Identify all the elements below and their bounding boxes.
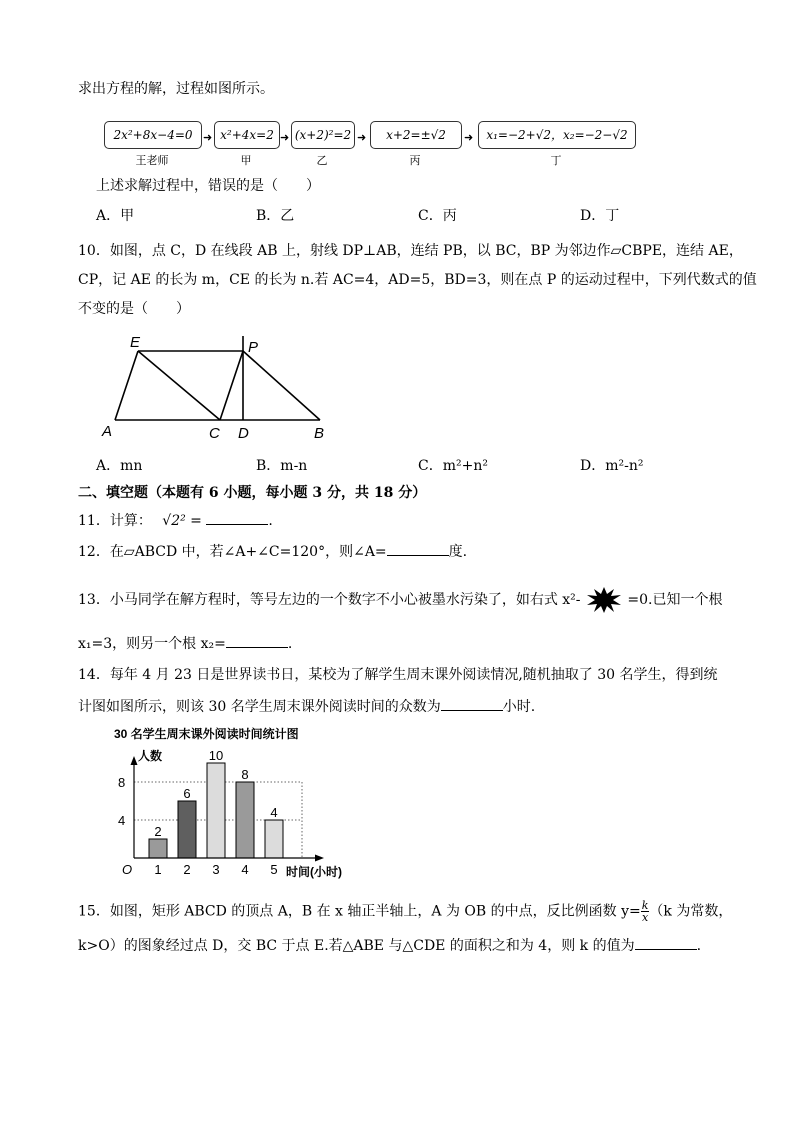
chart-ylabel: 人数 — [138, 749, 163, 763]
step-box-4: x₁=−2+√2，x₂=−2−√2 — [478, 121, 636, 149]
q10-option-b[interactable]: B．m-n — [256, 458, 308, 474]
data-label-4: 8 — [241, 767, 249, 782]
bar-3 — [207, 763, 225, 858]
q12-end: 度. — [448, 544, 468, 560]
q14-line-2 — [78, 696, 535, 716]
section-2-title: 二、填空题（本题有 6 小题，每小题 3 分，共 18 分） — [78, 485, 427, 501]
solution-flow-diagram — [104, 117, 644, 173]
data-label-1: 2 — [154, 824, 162, 839]
step-label-0: 王老师 — [135, 154, 169, 167]
q9-option-c[interactable]: C．丙 — [418, 208, 457, 224]
arrow-icon: ➜ — [280, 131, 290, 144]
q10-option-d[interactable]: D．m²-n² — [580, 458, 644, 474]
bar-1 — [149, 839, 167, 858]
arrow-icon: ➜ — [464, 131, 474, 144]
data-label-2: 6 — [183, 786, 191, 801]
label-a: A — [102, 423, 113, 440]
q11-answer-blank[interactable] — [206, 510, 268, 525]
q15-text-a: 15．如图，矩形 ABCD 的顶点 A，B 在 x 轴正半轴上，A 为 OB 的中点，反比例函数 y= — [78, 903, 641, 920]
step-label-2: 乙 — [316, 154, 328, 167]
q11-text: 11．计算： — [78, 513, 152, 529]
step-box-0: 2x²+8x−4=0 — [104, 121, 202, 149]
x-tick-label: 1 — [154, 862, 162, 877]
q13-text-b: =0.已知一个根 — [627, 592, 723, 608]
q14-text: 计图如图所示，则该 30 名学生周末课外阅读时间的众数为 — [78, 699, 441, 715]
intro-text: 求出方程的解，过程如图所示。 — [78, 81, 274, 97]
q13-line-2 — [78, 633, 292, 653]
q9-option-a[interactable]: A．甲 — [96, 208, 135, 224]
q15-line-2 — [78, 935, 701, 955]
q13-line-1 — [78, 587, 723, 613]
data-label-3: 10 — [208, 748, 224, 763]
label-c: C — [209, 425, 220, 442]
chart-xlabel: 时间(小时) — [286, 865, 342, 879]
x-tick-label: 4 — [241, 862, 249, 877]
segment-cp — [220, 351, 243, 420]
q13-end: . — [287, 636, 293, 652]
arrow-icon: ➜ — [357, 131, 367, 144]
chart-origin: O — [122, 862, 133, 877]
label-p: P — [248, 339, 259, 356]
geometry-figure — [90, 330, 340, 445]
bar-5 — [265, 820, 283, 858]
label-b: B — [314, 425, 325, 442]
q10-option-c[interactable]: C．m²+n² — [418, 458, 488, 474]
q11-end: . — [268, 513, 273, 529]
step-box-2: (x+2)²=2 — [291, 121, 355, 149]
bar-4 — [236, 782, 254, 858]
y-tick-label: 4 — [118, 813, 126, 828]
q13-text-c: x₁=3，则另一个根 x₂= — [78, 636, 226, 652]
q11-line — [78, 510, 273, 530]
x-tick-label: 2 — [183, 862, 191, 877]
q15-text-b: （k 为常数， — [649, 903, 733, 920]
chart-title: 30 名学生周末课外阅读时间统计图 — [114, 727, 299, 741]
q13-text-a: 13．小马同学在解方程时，等号左边的一个数字不小心被墨水污染了，如右式 x²- — [78, 592, 581, 608]
q14-answer-blank[interactable] — [441, 696, 503, 711]
y-tick-label: 8 — [118, 775, 126, 790]
segment-ae — [115, 351, 138, 420]
arrow-icon: ➜ — [203, 131, 213, 144]
step-label-3: 丙 — [409, 154, 421, 167]
data-label-5: 4 — [270, 805, 278, 820]
y-axis-arrow-icon — [131, 756, 138, 765]
step-box-1: x²+4x=2 — [214, 121, 280, 149]
q11-expr: √2² = — [162, 513, 202, 529]
q9-option-d[interactable]: D．丁 — [580, 208, 620, 224]
q10-line-2: CP，记 AE 的长为 m，CE 的长为 n.若 AC=4，AD=5，BD=3，则在点 P 的运动过程中，下列代数式的值 — [78, 272, 757, 288]
label-d: D — [238, 425, 249, 442]
q10-option-a[interactable]: A．mn — [96, 458, 143, 474]
frac-denominator: x — [641, 911, 649, 924]
step-label-1: 甲 — [240, 154, 252, 167]
q14-line-1: 14．每年 4 月 23 日是世界读书日，某校为了解学生周末课外阅读情况,随机抽取了 30 名学生，得到统 — [78, 667, 718, 683]
x-tick-label: 5 — [270, 862, 278, 877]
q15-line-1 — [78, 900, 732, 923]
q13-answer-blank[interactable] — [226, 633, 288, 648]
x-axis-arrow-icon — [315, 855, 324, 862]
q15-end: . — [696, 938, 702, 954]
bar-chart — [110, 726, 360, 886]
q12-line — [78, 541, 467, 561]
q9-option-b[interactable]: B．乙 — [256, 208, 295, 224]
q15-text-c: k>O）的图象经过点 D，交 BC 于点 E.若△ABE 与△CDE 的面积之和为 4，则 k 的值为 — [78, 938, 635, 954]
q10-line-3: 不变的是（ ） — [78, 301, 190, 317]
x-tick-label: 3 — [212, 862, 220, 877]
segment-ec — [138, 351, 220, 420]
q14-end: 小时. — [502, 699, 536, 715]
q12-answer-blank[interactable] — [387, 541, 449, 556]
segment-pb — [243, 351, 320, 420]
step-box-3: x+2=±√2 — [370, 121, 462, 149]
q15-answer-blank[interactable] — [635, 935, 697, 950]
step-label-4: 丁 — [550, 154, 562, 167]
frac-numerator: k — [641, 899, 649, 912]
label-e: E — [130, 334, 141, 351]
q12-text: 12．在▱ABCD 中，若∠A+∠C=120°，则∠A= — [78, 544, 387, 560]
q10-line-1: 10．如图，点 C，D 在线段 AB 上，射线 DP⊥AB，连结 PB，以 BC，BP 为邻边作▱CBPE，连结 AE， — [78, 243, 743, 259]
bar-2 — [178, 801, 196, 858]
q9-question: 上述求解过程中，错误的是（ ） — [96, 178, 320, 194]
ink-blot-icon — [587, 587, 621, 613]
